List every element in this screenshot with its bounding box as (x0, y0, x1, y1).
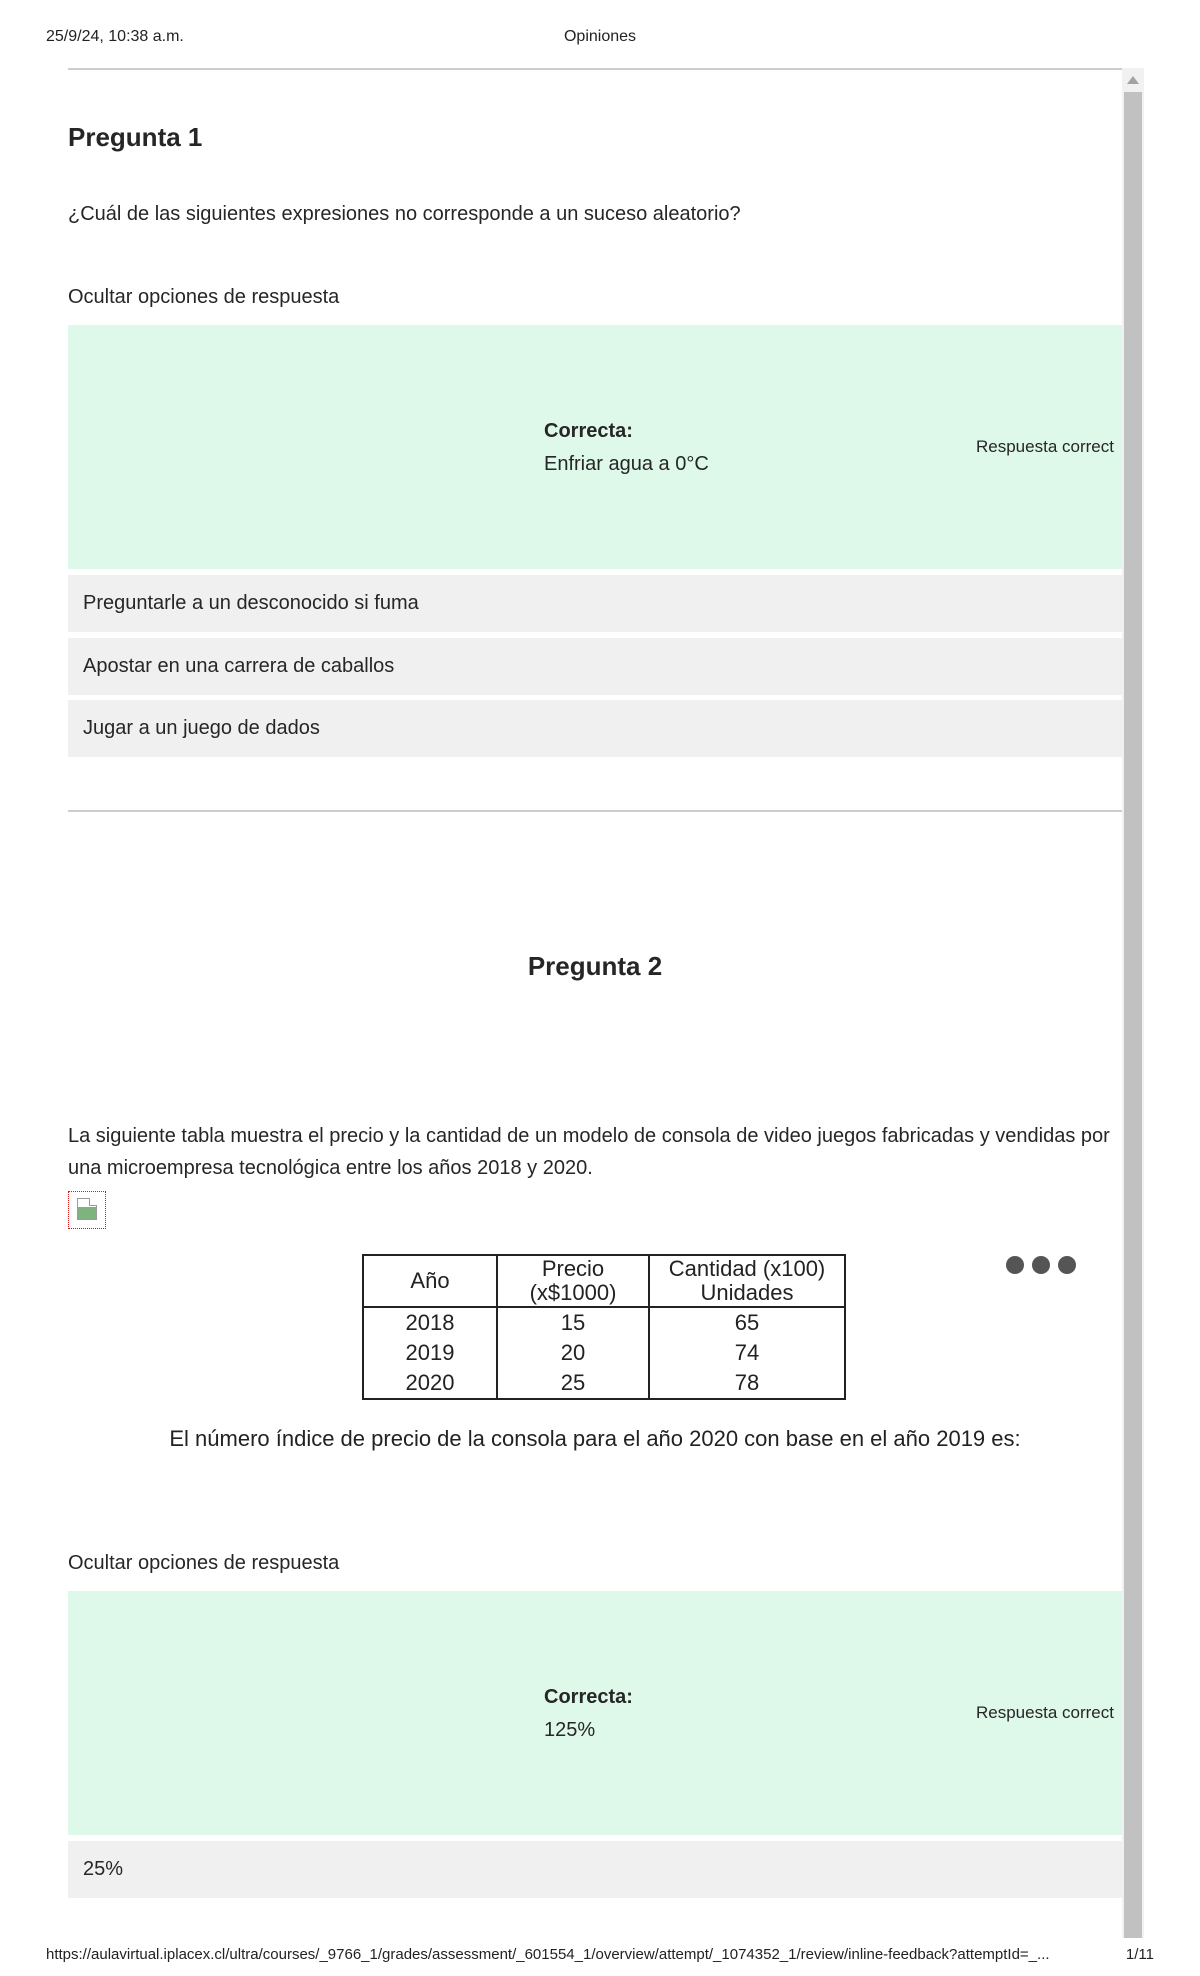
question-1-title: Pregunta 1 (68, 122, 203, 152)
option-text: Apostar en una carrera de caballos (83, 655, 395, 677)
print-page-title: Opiniones (563, 28, 637, 45)
vertical-scrollbar[interactable] (1122, 68, 1144, 1938)
correct-answer-text: 125% (544, 1719, 596, 1741)
question-1-correct-answer (68, 325, 1122, 569)
table-row (363, 1307, 845, 1338)
question-1-prompt: ¿Cuál de las siguientes expresiones no corresponde a un suceso aleatorio? (68, 203, 741, 225)
print-datetime: 25/9/24, 10:38 a.m. (46, 28, 184, 45)
price-quantity-table (362, 1254, 846, 1400)
table-header: Cantidad (x100) Unidades (649, 1255, 845, 1307)
table-cell: 2018 (363, 1307, 497, 1338)
table-cell: 2020 (363, 1368, 497, 1399)
question-1-hide-options-link[interactable]: Ocultar opciones de respuesta (68, 286, 340, 308)
question-1-option[interactable] (68, 700, 1122, 757)
table-row (363, 1338, 845, 1368)
option-text: 25% (83, 1858, 124, 1880)
question-1-option[interactable] (68, 638, 1122, 695)
table-header: Precio (x$1000) (497, 1255, 649, 1307)
table-header: Año (363, 1255, 497, 1307)
table-cell: 25 (497, 1368, 649, 1399)
table-row (363, 1368, 845, 1399)
print-header (46, 28, 1154, 50)
review-content (68, 68, 1122, 1938)
scrollbar-thumb[interactable] (1124, 92, 1142, 1938)
scroll-up-arrow-icon[interactable] (1127, 76, 1139, 84)
correct-label: Correcta: (544, 420, 633, 442)
correct-label: Correcta: (544, 1686, 633, 1708)
table-cell: 74 (649, 1338, 845, 1368)
question-2-title: Pregunta 2 (527, 951, 663, 981)
print-url: https://aulavirtual.iplacex.cl/ultra/courses/_9766_1/grades/assessment/_601554_1/overview/attempt/_1074352_1/review/inline-feedback?attemptId=_... (46, 1946, 1050, 1963)
correct-answer-indicator: Respuesta correct (976, 1703, 1114, 1722)
option-text: Preguntarle a un desconocido si fuma (83, 592, 419, 614)
option-text: Jugar a un juego de dados (83, 717, 320, 739)
table-cell: 2019 (363, 1338, 497, 1368)
table-cell: 65 (649, 1307, 845, 1338)
divider (68, 68, 1122, 70)
correct-answer-text: Enfriar agua a 0°C (544, 453, 709, 475)
question-1-option[interactable] (68, 575, 1122, 632)
divider (68, 810, 1122, 812)
table-cell: 20 (497, 1338, 649, 1368)
correct-answer-indicator: Respuesta correct (976, 437, 1114, 456)
question-2-correct-answer (68, 1591, 1122, 1835)
question-2-hide-options-link[interactable]: Ocultar opciones de respuesta (68, 1552, 340, 1574)
broken-image-icon (68, 1191, 106, 1229)
more-options-icon[interactable] (1006, 1254, 1082, 1276)
question-2-prompt: La siguiente tabla muestra el precio y la cantidad de un modelo de consola de video juegos fabricadas y vendidas por una microempresa tecnológica entre los años 2018 y 2020. (68, 1125, 1110, 1179)
table-cell: 78 (649, 1368, 845, 1399)
table-cell: 15 (497, 1307, 649, 1338)
question-2-option[interactable] (68, 1841, 1122, 1898)
print-footer (46, 1946, 1154, 1968)
print-page-counter: 1/11 (1125, 1946, 1154, 1963)
question-2-table-caption: El número índice de precio de la consola para el año 2020 con base en el año 2019 es: (169, 1426, 1021, 1451)
